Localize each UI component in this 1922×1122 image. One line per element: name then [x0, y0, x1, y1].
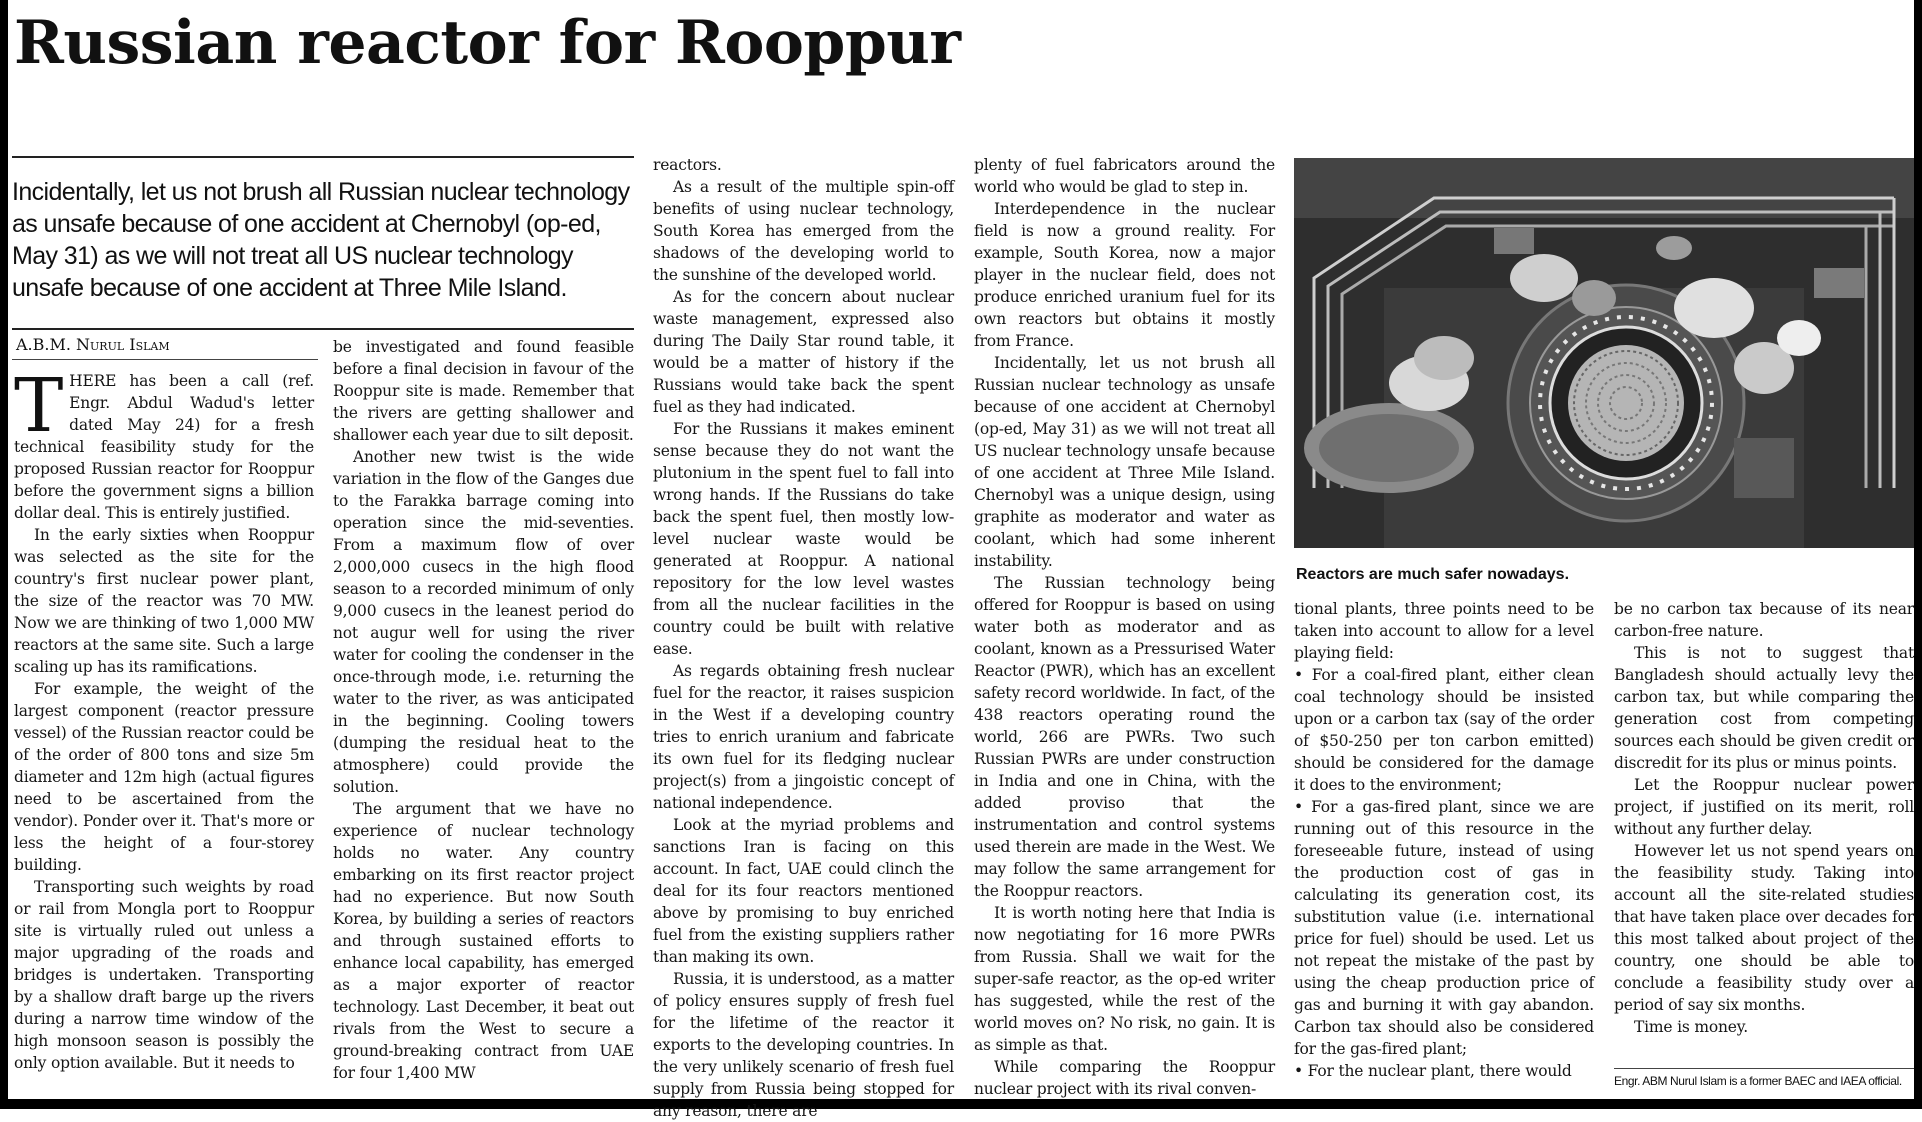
reactor-photo: [1294, 158, 1914, 548]
paragraph: The Russian technology being offered for Rooppur is based on using water both as moderator and as coolant, known as a Pressurised Water Reactor (PWR), which has an excellent safety record worldwide. In fact, of the 438 reactors operating round the world, 266 are PWRs. Two such Russian PWRs are under construction in India and one in China, with the added proviso that the instrumentation and control systems used therein are made in the West. We may follow the same arrangement for the Rooppur reactors.: [974, 574, 1275, 900]
paragraph: The argument that we have no experience of nuclear technology holds no water. Any country embarking on its first reactor project had no experience. But now South Korea, by building a series of reactors and through sustained efforts to enhance local capability, has emerged as a major exporter of reactor technology. Last December, it beat out rivals from the West to secure a ground-breaking contract from UAE for four 1,400 MW: [333, 800, 634, 1082]
byline: A.B.M. Nurul Islam: [16, 335, 170, 354]
paragraph: plenty of fuel fabricators around the world who would be glad to step in.: [974, 156, 1275, 196]
headline: Russian reactor for Rooppur: [14, 8, 961, 78]
list-item: • For a gas-fired plant, since we are running out of this resource in the foreseeable future, instead of using the production cost of gas in calculating its generation cost, its substitution value (i.e. international price for fuel) should be used. Let us not repeat the mistake of the past by using the cheap production price of gas and burning it with gay abandon. Carbon tax should also be considered for the gas-fired plant;: [1294, 798, 1594, 1058]
page-border-right: [1914, 0, 1922, 1109]
photo-caption: Reactors are much safer nowadays.: [1296, 566, 1570, 583]
paragraph: HERE has been a call (ref. Engr. Abdul Wadud's letter dated May 24) for a fresh technical feasibility study for the proposed Russian reactor for Rooppur before the government signs a billion dollar deal. This is entirely justified.: [14, 372, 314, 522]
paragraph: Let the Rooppur nuclear power project, if justified on its merit, roll without any further delay.: [1614, 776, 1914, 838]
paragraph: be investigated and found feasible before a final decision in favour of the Rooppur site is made. Remember that the rivers are getting shallower and shallower each year due to silt deposit.: [333, 338, 634, 444]
paragraph: As a result of the multiple spin-off benefits of using nuclear technology, South Korea has emerged from the shadows of the developing world to the sunshine of the developed world.: [653, 178, 954, 284]
article-column-1: [14, 363, 314, 1094]
paragraph: It is worth noting here that India is now negotiating for 16 more PWRs from Russia. Shall we wait for the super-safe reactor, as the op-ed writer has suggested, while the rest of the world moves on? No risk, no gain. It is as simple as that.: [974, 904, 1275, 1054]
paragraph: Interdependence in the nuclear field is now a ground reality. For example, South Korea, now a major player in the nuclear field, does not produce enriched uranium fuel for its own reactors but obtains it mostly from France.: [974, 200, 1275, 350]
paragraph: tional plants, three points need to be taken into account to allow for a level playing field:: [1294, 600, 1594, 662]
reactor-photo-illustration: [1294, 158, 1914, 548]
paragraph: As regards obtaining fresh nuclear fuel for the reactor, it raises suspicion in the West if a developing country tries to enrich uranium and fabricate its own fuel for its fledging nuclear project(s) from a jingoistic concept of national independence.: [653, 662, 954, 812]
divider-rule: [12, 156, 634, 158]
paragraph: reactors.: [653, 156, 722, 174]
paragraph: Russia, it is understood, as a matter of policy ensures supply of fresh fuel for the lifetime of the reactor it exports to the developing countries. In the very unlikely scenario of fresh fuel supply from Russia being stopped for any reason, there are: [653, 970, 954, 1120]
byline-rule: [12, 359, 318, 360]
article-column-2: [333, 336, 634, 1094]
page-border-bottom: [0, 1099, 1922, 1109]
paragraph: Look at the myriad problems and sanctions Iran is facing on this account. In fact, UAE could clinch the deal for its four reactors mentioned above by promising to buy enriched fuel from the existing suppliers rather than making its own.: [653, 816, 954, 966]
paragraph: While comparing the Rooppur nuclear project with its rival conven-: [974, 1058, 1275, 1098]
list-item: • For the nuclear plant, there would: [1294, 1062, 1572, 1080]
paragraph: For example, the weight of the largest component (reactor pressure vessel) of the Russian reactor could be of the order of 800 tons and size 5m diameter and 12m high (actual figures need to be ascertained from the vendor). Ponder over it. That's more or less the height of a four-storey building.: [14, 680, 314, 874]
paragraph: Incidentally, let us not brush all Russian nuclear technology as unsafe because of one accident at Chernobyl (op-ed, May 31) as we will not treat all US nuclear technology unsafe because of one accident at Three Mile Island. Chernobyl was a unique design, using graphite as moderator and water as coolant, which had some inherent instability.: [974, 354, 1275, 570]
page-border-left: [0, 0, 8, 1109]
footer-rule: [1614, 1068, 1914, 1069]
paragraph: Another new twist is the wide variation in the flow of the Ganges due to the Farakka barrage coming into operation since the mid-seventies. From a maximum flow of over 2,000,000 cusecs in the high flood season to a recorded minimum of only 9,000 cusecs in the leanest period do not augur well for using the river water for cooling the condenser in the once-through mode, i.e. returning the water to the river, as was anticipated in the beginning. Cooling towers (dumping the residual heat to the atmosphere) could provide the solution.: [333, 448, 634, 796]
paragraph: In the early sixties when Rooppur was selected as the site for the country's first nuclear power plant, the size of the reactor was 70 MW. Now we are thinking of two 1,000 MW reactors at the same site. Such a large scaling up has its ramifications.: [14, 526, 314, 676]
paragraph: This is not to suggest that Bangladesh should actually levy the carbon tax, but while comparing the generation cost from competing sources each should be given credit or discredit for its plus or minus points.: [1614, 644, 1914, 772]
divider-rule: [12, 328, 634, 330]
drop-cap: T: [14, 363, 64, 449]
article-column-4: [974, 154, 1275, 1098]
pull-quote: Incidentally, let us not brush all Russian nuclear technology as unsafe because of one accident at Chernobyl (op-ed, May 31) as we will not treat all US nuclear technology unsafe because of one accident at Three Mile Island.: [12, 178, 630, 302]
paragraph: However let us not spend years on the feasibility study. Taking into account all the site-related studies that have taken place over decades for this most talked about project of the country, one should be able to conclude a feasibility study over a period of say six months.: [1614, 842, 1914, 1014]
paragraph: For the Russians it makes eminent sense because they do not want the plutonium in the spent fuel to fall into wrong hands. If the Russians do take back the spent fuel, then mostly low-level nuclear waste would be generated at Rooppur. A national repository for the low level wastes from all the nuclear facilities in the country could be built with relative ease.: [653, 420, 954, 658]
article-column-6: [1614, 598, 1914, 1042]
author-note: Engr. ABM Nurul Islam is a former BAEC and IAEA official.: [1614, 1074, 1902, 1088]
paragraph: be no carbon tax because of its near carbon-free nature.: [1614, 600, 1914, 640]
paragraph: As for the concern about nuclear waste management, expressed also during The Daily Star round table, it would be a matter of history if the Russians would take back the spent fuel as they had indicated.: [653, 288, 954, 416]
paragraph: Transporting such weights by road or rail from Mongla port to Rooppur site is virtually ruled out unless a major upgrading of the roads and bridges is undertaken. Transporting by a shallow draft barge up the rivers during a narrow time window of the high monsoon season is possibly the only option available. But it needs to: [14, 878, 314, 1072]
article-column-5: [1294, 598, 1594, 1094]
article-column-3: [653, 154, 954, 1120]
paragraph: Time is money.: [1634, 1018, 1748, 1036]
list-item: • For a coal-fired plant, either clean coal technology should be insisted upon or a carbon tax (say of the order of $50-250 per ton carbon emitted) should be considered for the damage it does to the environment;: [1294, 666, 1594, 794]
